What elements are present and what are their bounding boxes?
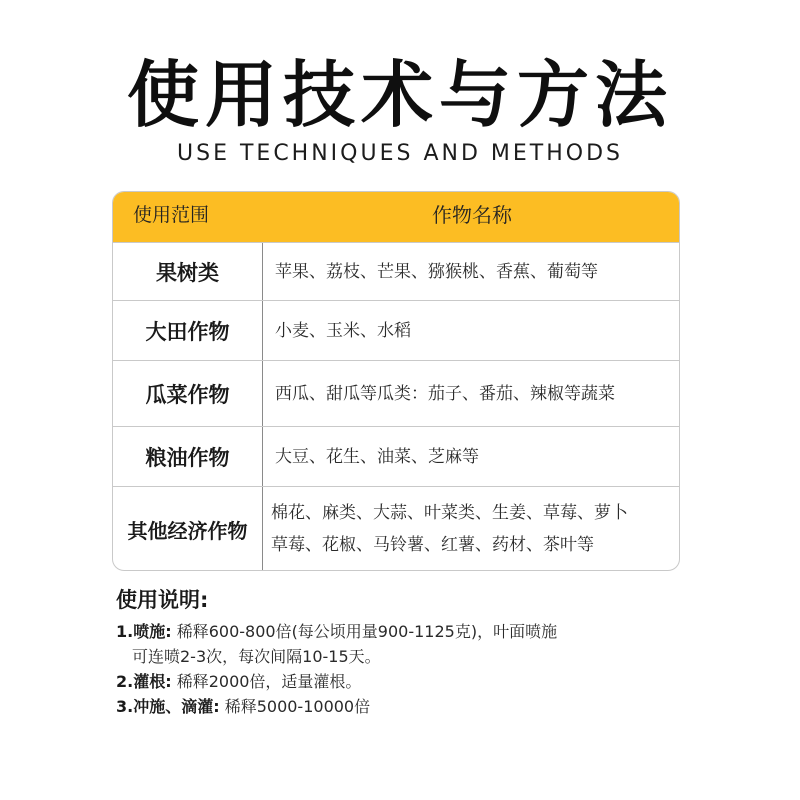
crop-line: 苹果、荔枝、芒果、猕猴桃、香蕉、葡萄等 bbox=[275, 262, 598, 282]
crop-line: 大豆、花生、油菜、芝麻等 bbox=[275, 447, 479, 467]
row-category: 其他经济作物 bbox=[113, 487, 263, 571]
column-header-crop: 作物名称 bbox=[432, 203, 512, 227]
table-row bbox=[113, 300, 679, 361]
column-header-scope: 使用范围 bbox=[133, 204, 210, 226]
instruction-item bbox=[116, 669, 716, 694]
table-row bbox=[113, 242, 679, 301]
instruction-item bbox=[116, 694, 716, 719]
instruction-text: 稀释2000倍，适量灌根。 bbox=[171, 672, 362, 691]
row-crops bbox=[275, 427, 675, 487]
instructions-title: 使用说明: bbox=[116, 588, 209, 612]
row-crops bbox=[275, 301, 675, 361]
table-row bbox=[113, 426, 679, 487]
crop-line: 西瓜、甜瓜等瓜类：茄子、番茄、辣椒等蔬菜 bbox=[275, 384, 615, 404]
usage-table bbox=[112, 191, 680, 571]
crop-line: 小麦、玉米、水稻 bbox=[275, 321, 411, 341]
row-crops bbox=[275, 361, 675, 427]
instruction-text: 稀释5000-10000倍 bbox=[219, 697, 371, 716]
instruction-text: 稀释600-800倍(每公顷用量900-1125克)，叶面喷施 bbox=[171, 622, 558, 641]
table-row bbox=[113, 486, 679, 571]
row-category: 大田作物 bbox=[113, 301, 263, 361]
page-title: 使用技术与方法 bbox=[126, 53, 673, 137]
crop-line: 棉花、麻类、大蒜、叶菜类、生姜、草莓、萝卜 bbox=[271, 503, 628, 523]
page-subtitle: USE TECHNIQUES AND METHODS bbox=[177, 141, 623, 166]
usage-instructions bbox=[116, 585, 716, 719]
instruction-label: 3.冲施、滴灌: bbox=[116, 697, 220, 716]
instruction-continuation: 可连喷2-3次，每次间隔10-15天。 bbox=[132, 647, 381, 666]
instruction-label: 1.喷施: bbox=[116, 622, 172, 641]
row-crops bbox=[275, 243, 675, 301]
row-category: 瓜菜作物 bbox=[113, 361, 263, 427]
crop-line: 草莓、花椒、马铃薯、红薯、药材、茶叶等 bbox=[271, 535, 594, 555]
table-row bbox=[113, 360, 679, 427]
row-crops bbox=[271, 487, 677, 571]
table-header bbox=[113, 192, 679, 242]
row-category: 粮油作物 bbox=[113, 427, 263, 487]
instruction-label: 2.灌根: bbox=[116, 672, 172, 691]
instruction-item bbox=[116, 619, 716, 644]
row-category: 果树类 bbox=[113, 243, 263, 301]
